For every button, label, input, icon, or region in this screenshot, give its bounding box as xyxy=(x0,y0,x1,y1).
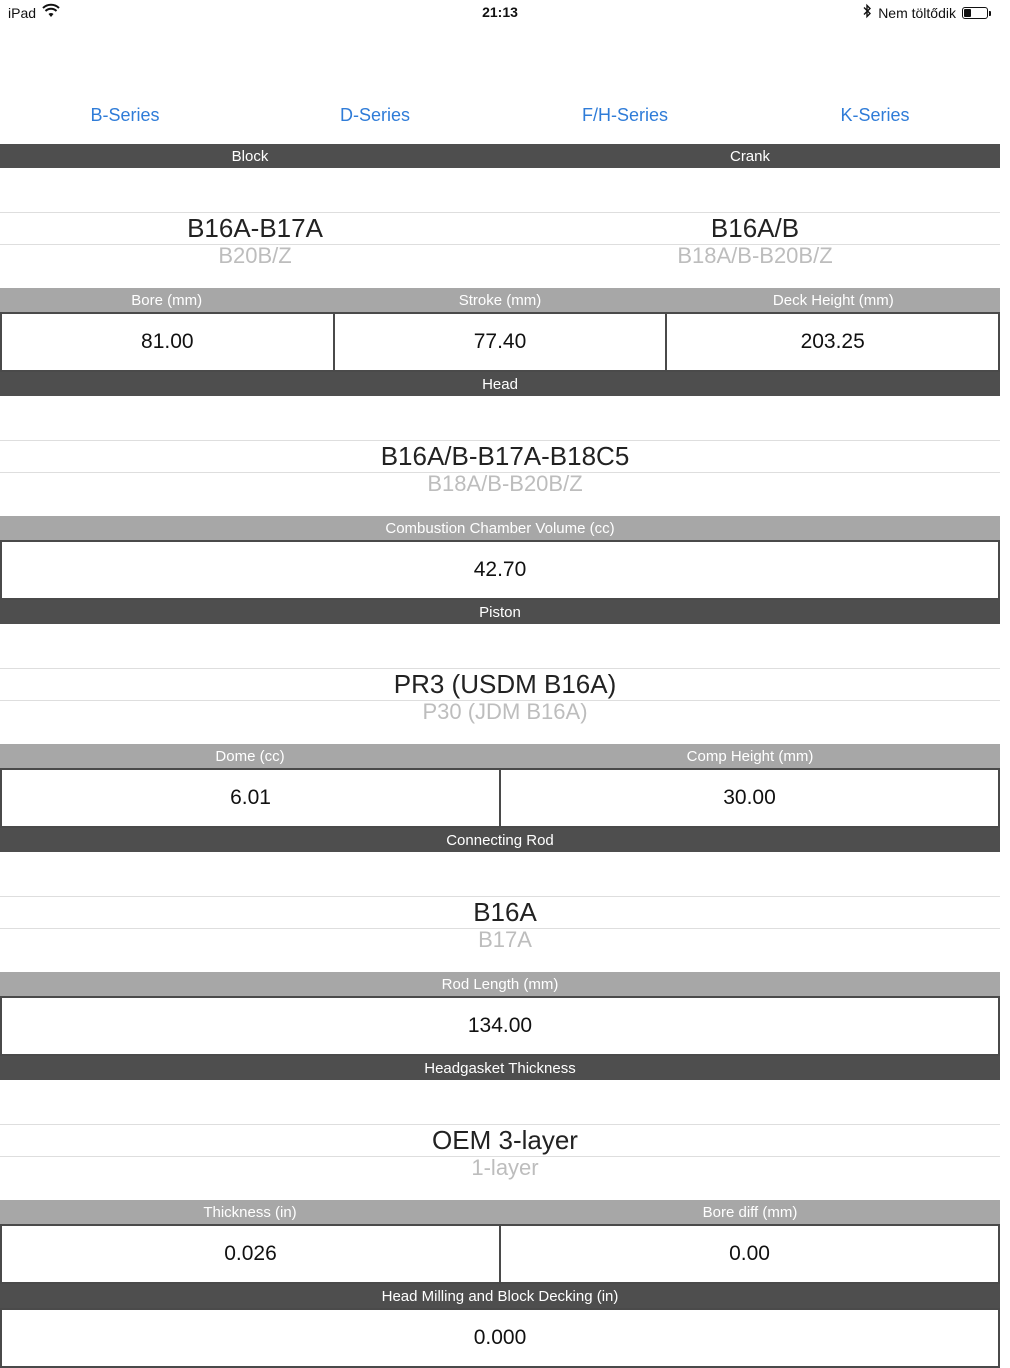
head-header xyxy=(0,372,1000,396)
block-crank-header xyxy=(0,144,1000,168)
rod-picker[interactable] xyxy=(0,852,1010,972)
milling-fields xyxy=(0,1308,1000,1368)
deck-height-field[interactable]: 203.25 xyxy=(665,312,1000,372)
head-picker[interactable] xyxy=(0,396,1010,516)
tab-k-series[interactable]: K-Series xyxy=(840,105,910,125)
headgasket-header xyxy=(0,1056,1000,1080)
bore-field[interactable]: 81.00 xyxy=(0,312,335,372)
crank-picker-next: B18A/B-B20B/Z xyxy=(677,243,833,268)
block-header: Block xyxy=(231,147,269,165)
piston-picker-selected: PR3 (USDM B16A) xyxy=(393,669,617,699)
piston-picker-area xyxy=(0,624,1000,744)
charging-status: Nem töltődik xyxy=(878,4,956,21)
rod-picker-next: B17A xyxy=(478,927,532,952)
thickness-bore-header xyxy=(0,1200,1000,1224)
crank-picker[interactable] xyxy=(510,168,1000,288)
headgasket-picker-next: 1-layer xyxy=(471,1155,539,1180)
piston-header xyxy=(0,600,1000,624)
bore-header: Bore (mm) xyxy=(131,291,203,309)
rod-header xyxy=(0,828,1000,852)
bore-diff-header: Bore diff (mm) xyxy=(702,1203,798,1221)
thickness-field[interactable]: 0.026 xyxy=(0,1224,501,1284)
status-right xyxy=(862,4,988,21)
headgasket-picker[interactable] xyxy=(0,1080,1010,1200)
piston-header-label: Piston xyxy=(479,603,521,621)
thickness-bore-fields xyxy=(0,1224,1000,1284)
comp-height-header: Comp Height (mm) xyxy=(686,747,814,765)
bore-diff-field[interactable]: 0.00 xyxy=(499,1224,1000,1284)
headgasket-picker-selected: OEM 3-layer xyxy=(432,1125,578,1155)
rod-length-fields xyxy=(0,996,1000,1056)
combustion-header xyxy=(0,516,1000,540)
status-bar xyxy=(0,0,1000,26)
dome-header: Dome (cc) xyxy=(215,747,285,765)
deck-height-header: Deck Height (mm) xyxy=(772,291,894,309)
milling-field[interactable]: 0.000 xyxy=(0,1308,1000,1368)
dome-comp-header xyxy=(0,744,1000,768)
rod-length-header xyxy=(0,972,1000,996)
rod-length-field[interactable]: 134.00 xyxy=(0,996,1000,1056)
combustion-volume-field[interactable]: 42.70 xyxy=(0,540,1000,600)
tab-fh-series[interactable]: F/H-Series xyxy=(581,105,668,125)
piston-picker[interactable] xyxy=(0,624,1010,744)
block-picker-selected: B16A-B17A xyxy=(187,213,323,243)
headgasket-picker-area xyxy=(0,1080,1000,1200)
comp-height-field[interactable]: 30.00 xyxy=(499,768,1000,828)
crank-header: Crank xyxy=(729,147,770,165)
rod-picker-area xyxy=(0,852,1000,972)
dome-comp-fields xyxy=(0,768,1000,828)
combustion-fields xyxy=(0,540,1000,600)
head-header-label: Head xyxy=(482,375,518,393)
tab-d-series[interactable]: D-Series xyxy=(339,105,410,125)
bore-stroke-deck-fields xyxy=(0,312,1000,372)
series-tabs xyxy=(0,96,1000,134)
head-picker-next: B18A/B-B20B/Z xyxy=(427,471,583,496)
headgasket-header-label: Headgasket Thickness xyxy=(424,1059,576,1077)
head-picker-selected: B16A/B-B17A-B18C5 xyxy=(380,441,630,471)
stroke-header: Stroke (mm) xyxy=(458,291,542,309)
battery-icon xyxy=(962,7,988,19)
block-crank-picker xyxy=(0,168,1000,288)
milling-header-label: Head Milling and Block Decking (in) xyxy=(381,1287,619,1305)
rod-header-label: Connecting Rod xyxy=(446,831,554,849)
bluetooth-icon xyxy=(862,4,872,21)
piston-picker-next: P30 (JDM B16A) xyxy=(422,699,588,724)
battery-level xyxy=(964,9,971,17)
status-time: 21:13 xyxy=(482,4,518,20)
thickness-header: Thickness (in) xyxy=(203,1203,297,1221)
head-picker-area xyxy=(0,396,1000,516)
milling-header xyxy=(0,1284,1000,1308)
device-name: iPad xyxy=(8,4,37,21)
rod-length-header-label: Rod Length (mm) xyxy=(441,975,559,993)
block-picker-next: B20B/Z xyxy=(218,243,292,268)
dome-field[interactable]: 6.01 xyxy=(0,768,501,828)
block-picker[interactable] xyxy=(0,168,510,288)
tab-b-series[interactable]: B-Series xyxy=(90,105,160,125)
rod-picker-selected: B16A xyxy=(473,897,537,927)
combustion-header-label: Combustion Chamber Volume (cc) xyxy=(385,519,615,537)
stroke-field[interactable]: 77.40 xyxy=(333,312,668,372)
crank-picker-selected: B16A/B xyxy=(710,213,800,243)
bore-stroke-deck-header xyxy=(0,288,1000,312)
